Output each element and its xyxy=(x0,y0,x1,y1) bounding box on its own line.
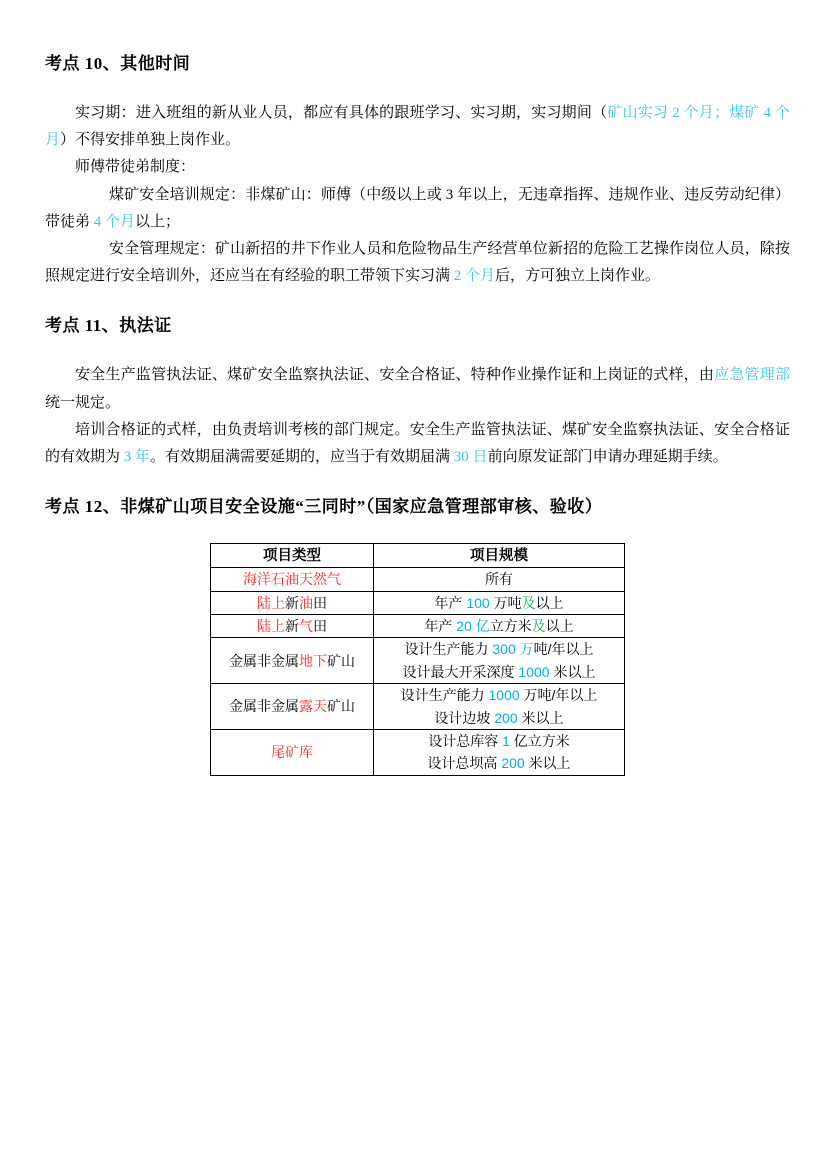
table-header-cell: 项目规模 xyxy=(374,544,625,568)
text-run: 师傅带徒弟制度： xyxy=(75,159,196,176)
table-cell-scale xyxy=(374,638,625,684)
text-run: 陆上 xyxy=(257,594,285,611)
text-run: 设计总库容 xyxy=(428,733,503,750)
cell-line xyxy=(215,695,369,717)
table-cell-type xyxy=(211,730,374,776)
text-run: 尾矿库 xyxy=(271,744,313,761)
text-run: 安全管理规定：矿山新招的井下作业人员和危险物品生产经营单位新招的危险工艺操作岗位人员，除按照规定进行安全培训外，还应当在有经验的职工带领下实习满 xyxy=(45,241,790,285)
table-cell-type xyxy=(211,638,374,684)
table-row xyxy=(211,730,625,776)
paragraph xyxy=(45,417,790,471)
text-run: 1 xyxy=(502,733,510,750)
cell-line xyxy=(215,592,369,614)
text-run: 30 日 xyxy=(453,449,488,466)
text-run: 金属非金属 xyxy=(229,698,299,715)
cell-line xyxy=(378,752,620,774)
text-run: 培训合格证的式样，由负责培训考核的部门规定。安全生产监管执法证、煤矿安全监察执法证、安全合格证的有效期为 xyxy=(45,421,790,466)
text-run: 矿山 xyxy=(327,652,355,669)
text-run: 海洋石油天然气 xyxy=(243,571,341,588)
text-run: 设计边坡 xyxy=(434,709,495,726)
table-header-cell: 项目类型 xyxy=(211,544,374,568)
cell-line xyxy=(215,741,369,763)
section-heading: 考点 11、执法证 xyxy=(45,316,172,336)
text-run: 田 xyxy=(313,618,327,635)
table-row xyxy=(211,638,625,684)
text-run: 油 xyxy=(299,594,313,611)
table-row xyxy=(211,684,625,730)
table-cell-type xyxy=(211,615,374,638)
section-heading: 考点 12、非煤矿山项目安全设施“三同时”（国家应急管理部审核、验收） xyxy=(45,497,603,517)
text-run: 米以上 xyxy=(549,663,596,680)
text-run: 露天 xyxy=(299,698,327,715)
text-run: 设计总坝高 xyxy=(427,755,502,772)
text-run: 设计生产能力 xyxy=(404,641,493,658)
paragraph xyxy=(45,236,790,290)
text-run: 万吨 xyxy=(489,594,522,611)
cell-line xyxy=(378,568,620,590)
text-run: 后，方可独立上岗作业。 xyxy=(495,268,661,285)
text-run: 以上 xyxy=(545,618,574,635)
paragraph xyxy=(45,100,790,154)
table-row xyxy=(211,615,625,638)
text-run: 300 万 xyxy=(492,641,534,658)
text-run: 100 xyxy=(466,594,490,611)
text-run: 前向原发证部门申请办理延期手续。 xyxy=(487,449,728,466)
cell-line xyxy=(215,650,369,672)
text-run: 及 xyxy=(521,594,536,611)
table-cell-scale xyxy=(374,568,625,591)
cell-line xyxy=(378,707,620,729)
text-run: 20 亿 xyxy=(456,618,490,635)
paragraph xyxy=(45,362,790,416)
cell-line xyxy=(215,568,369,590)
text-run: 2 个月 xyxy=(453,268,496,285)
text-run: 以上； xyxy=(135,213,181,230)
text-run: 立方米 xyxy=(489,618,532,635)
cell-line xyxy=(378,730,620,752)
table-cell-type xyxy=(211,684,374,730)
text-run: 设计生产能力 xyxy=(400,687,489,704)
text-run: 设计最大开采深度 xyxy=(402,663,519,680)
text-run: 米以上 xyxy=(517,709,564,726)
text-run: 吨/年以上 xyxy=(533,641,594,658)
table-cell-type xyxy=(211,568,374,591)
text-run: 。有效期届满需要延期的，应当于有效期届满 xyxy=(150,449,454,466)
text-run: 1000 xyxy=(518,663,550,680)
text-run: 3 年 xyxy=(123,449,151,466)
text-run: 新 xyxy=(285,594,299,611)
cell-line xyxy=(215,615,369,637)
cell-line xyxy=(378,615,620,637)
text-run: 1000 xyxy=(488,687,520,704)
text-run: 200 xyxy=(501,755,525,772)
text-run: 矿山实习 2 个月；煤矿 4 个月 xyxy=(45,105,790,149)
table-row xyxy=(211,591,625,614)
table-cell-scale xyxy=(374,684,625,730)
text-run: 所有 xyxy=(485,571,513,588)
text-run: 及 xyxy=(531,618,546,635)
text-run: 统一规定。 xyxy=(45,394,121,411)
table-cell-scale xyxy=(374,615,625,638)
cell-line xyxy=(378,592,620,614)
text-run: 新 xyxy=(285,618,299,635)
text-run: 田 xyxy=(313,594,327,611)
cell-line xyxy=(378,638,620,660)
text-run: 气 xyxy=(299,618,313,635)
text-run: 应急管理部 xyxy=(714,367,790,384)
text-run: ）不得安排单独上岗作业。 xyxy=(60,132,241,149)
cell-line xyxy=(378,684,620,706)
text-run: 安全生产监管执法证、煤矿安全监察执法证、安全合格证、特种作业操作证和上岗证的式样，由 xyxy=(75,367,715,384)
text-run: 万吨/年以上 xyxy=(519,687,598,704)
cell-line xyxy=(378,661,620,683)
table-cell-scale xyxy=(374,591,625,614)
table-cell-scale xyxy=(374,730,625,776)
text-run: 年产 xyxy=(424,618,457,635)
text-run: 200 xyxy=(494,709,518,726)
text-run: 金属非金属 xyxy=(229,652,299,669)
text-run: 以上 xyxy=(535,594,564,611)
paragraph xyxy=(45,182,790,236)
text-run: 陆上 xyxy=(257,618,285,635)
table-header-row xyxy=(211,544,625,568)
text-run: 矿山 xyxy=(327,698,355,715)
text-run: 实习期：进入班组的新从业人员，都应有具体的跟班学习、实习期，实习期间（ xyxy=(75,105,608,121)
project-scale-table xyxy=(210,543,625,776)
text-run: 4 个月 xyxy=(93,213,136,230)
section-heading: 考点 10、其他时间 xyxy=(45,54,191,73)
text-run: 地下 xyxy=(299,652,327,669)
paragraph xyxy=(45,154,790,181)
text-run: 米以上 xyxy=(524,755,571,772)
text-run: 年产 xyxy=(434,594,467,611)
table-row xyxy=(211,568,625,591)
text-run: 亿立方米 xyxy=(509,733,570,750)
table-cell-type xyxy=(211,591,374,614)
text-run: 煤矿安全培训规定：非煤矿山：师傅（中级以上或 3 年以上，无违章指挥、违规作业、违反劳动纪律）带徒弟 xyxy=(45,186,790,230)
